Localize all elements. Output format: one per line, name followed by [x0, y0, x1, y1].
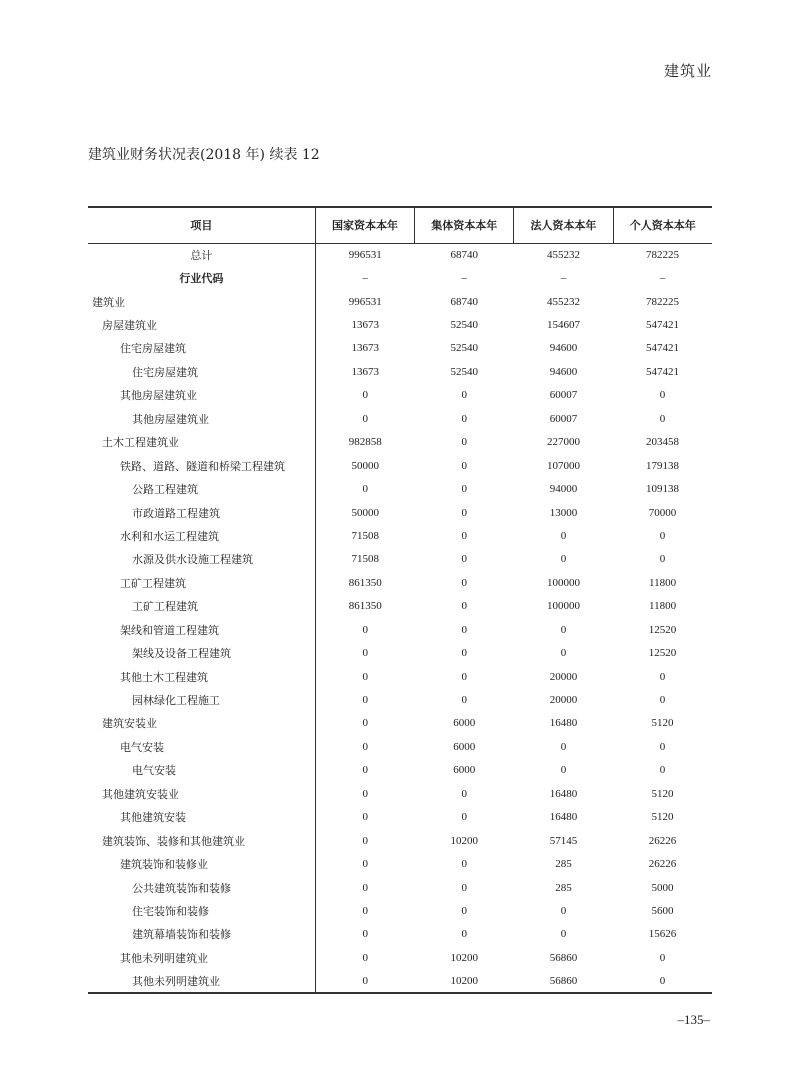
row-value: 16480: [549, 811, 578, 824]
row-value: 0: [461, 881, 467, 894]
row-value: 13673: [315, 337, 414, 360]
table-row: [88, 477, 712, 500]
row-value: 100000: [546, 576, 580, 589]
row-value: 547421: [646, 365, 680, 378]
table-row: [88, 243, 712, 266]
table-row: [88, 337, 712, 360]
row-value: 996531: [315, 243, 414, 266]
row-value: 68740: [450, 295, 478, 308]
row-value: 56860: [549, 951, 578, 964]
row-value: 547421: [646, 342, 680, 355]
table-row: [88, 688, 712, 711]
row-value: 782225: [646, 248, 680, 261]
row-value: 0: [315, 970, 414, 993]
row-value: 0: [659, 951, 666, 964]
row-label: 公共建筑装饰和装修: [132, 881, 231, 895]
row-value: 56860: [514, 970, 613, 993]
table-row: [88, 712, 712, 735]
table-row: [88, 899, 712, 922]
row-value: 0: [461, 600, 467, 613]
row-value: 0: [461, 928, 467, 941]
row-value: 52540: [450, 342, 478, 355]
row-value: 11800: [649, 576, 677, 589]
row-value: 0: [659, 764, 666, 777]
row-value: 285: [555, 881, 572, 894]
table-row: [88, 290, 712, 313]
row-value: 227000: [546, 436, 580, 449]
page-number: –135–: [677, 1012, 710, 1027]
row-value: 0: [315, 735, 414, 758]
row-label: 建筑幕墙装饰和装修: [132, 928, 231, 942]
row-value: 0: [461, 436, 467, 449]
row-value: 203458: [646, 436, 680, 449]
row-value: 0: [315, 641, 414, 664]
table-row: [88, 946, 712, 969]
row-value: 0: [461, 412, 467, 425]
row-label: 其他未列明建筑业: [120, 951, 208, 965]
row-value: 0: [560, 529, 567, 542]
row-value: –: [315, 266, 414, 289]
table-row: [88, 735, 712, 758]
row-value: 12520: [648, 623, 677, 636]
row-value: 0: [315, 899, 414, 922]
row-label: 住宅装饰和装修: [132, 904, 209, 918]
row-value: 0: [461, 576, 467, 589]
row-label: 公路工程建筑: [132, 483, 198, 497]
row-value: 50000: [315, 454, 414, 477]
table-row: [88, 501, 712, 524]
table-row: [88, 266, 712, 289]
table-title: 建筑业财务状况表(2018 年) 续表 12: [88, 147, 320, 163]
row-value: 0: [315, 923, 414, 946]
row-value: 5120: [651, 717, 674, 730]
row-label: 住宅房屋建筑: [132, 365, 198, 379]
row-value: 0: [560, 623, 567, 636]
row-label: 房屋建筑业: [102, 319, 157, 333]
row-value: 0: [461, 858, 467, 871]
row-label: 住宅房屋建筑: [120, 342, 186, 356]
table-row: [88, 641, 712, 664]
row-value: 0: [659, 412, 666, 425]
row-value: 0: [461, 647, 467, 660]
row-label: 其他建筑安装业: [102, 787, 179, 801]
row-value: 94600: [549, 365, 578, 378]
row-value: 26226: [648, 834, 677, 847]
row-value: 0: [461, 811, 467, 824]
row-label: 电气安装: [132, 764, 176, 778]
row-value: 0: [461, 483, 467, 496]
row-value: 20000: [549, 694, 578, 707]
row-value: 107000: [546, 459, 580, 472]
row-label: 市政道路工程建筑: [132, 506, 220, 520]
row-label: 行业代码: [179, 272, 224, 286]
row-value: 0: [315, 852, 414, 875]
row-value: 0: [560, 740, 567, 753]
row-value: 455232: [546, 248, 580, 261]
row-value: 0: [613, 970, 712, 993]
row-value: 982858: [315, 431, 414, 454]
row-value: 5600: [651, 904, 674, 917]
row-value: 0: [315, 688, 414, 711]
row-value: 94000: [549, 483, 578, 496]
row-value: 60007: [549, 412, 578, 425]
table-row: [88, 524, 712, 547]
column-header-collective-capital: 集体资本本年: [415, 207, 514, 243]
row-value: 0: [659, 529, 666, 542]
row-label: 架线和管道工程建筑: [120, 623, 219, 637]
row-value: 0: [315, 477, 414, 500]
row-label: 建筑装饰、装修和其他建筑业: [102, 834, 245, 848]
running-head: 建筑业: [663, 62, 712, 80]
table-row: [88, 313, 712, 336]
row-value: 11800: [649, 600, 677, 613]
row-value: 0: [461, 787, 467, 800]
row-value: 0: [461, 506, 467, 519]
row-value: 0: [461, 529, 467, 542]
row-value: 15626: [648, 928, 677, 941]
row-value: 0: [461, 670, 467, 683]
row-label: 建筑装饰和装修业: [120, 858, 208, 872]
row-value: 782225: [646, 295, 680, 308]
column-header-item: 项目: [88, 207, 315, 243]
row-value: 12520: [648, 647, 677, 660]
row-label: 其他建筑安装: [120, 811, 186, 825]
row-value: 60007: [549, 389, 578, 402]
row-value: 5120: [651, 811, 674, 824]
row-value: 52540: [450, 365, 478, 378]
table-row: [88, 571, 712, 594]
table-row: [88, 431, 712, 454]
row-value: 10200: [450, 951, 478, 964]
table-row: [88, 665, 712, 688]
row-value: 0: [560, 904, 567, 917]
table-row: [88, 360, 712, 383]
row-value: 50000: [315, 501, 414, 524]
row-label: 其他房屋建筑业: [132, 412, 209, 426]
row-label: 工矿工程建筑: [132, 600, 198, 614]
row-value: 13000: [549, 506, 578, 519]
row-value: 547421: [646, 319, 680, 332]
row-value: 6000: [453, 764, 476, 777]
row-value: 861350: [315, 595, 414, 618]
row-label: 建筑安装业: [102, 717, 157, 731]
row-value: 68740: [450, 248, 478, 261]
row-value: 0: [461, 389, 467, 402]
column-header-state-capital: 国家资本本年: [315, 207, 414, 243]
row-value: 0: [461, 553, 467, 566]
row-value: 0: [461, 459, 467, 472]
row-value: 861350: [315, 571, 414, 594]
row-value: 0: [560, 764, 567, 777]
row-label: 水源及供水设施工程建筑: [132, 553, 253, 567]
table-row: [88, 782, 712, 805]
table-row: [88, 876, 712, 899]
row-value: 0: [659, 670, 666, 683]
row-value: 13673: [315, 360, 414, 383]
row-value: 0: [315, 759, 414, 782]
row-value: 0: [315, 618, 414, 641]
row-value: 996531: [315, 290, 414, 313]
row-value: 0: [461, 904, 467, 917]
row-value: 16480: [549, 717, 578, 730]
row-value: 0: [659, 553, 666, 566]
table-row: [88, 407, 712, 430]
row-value: 10200: [415, 970, 514, 993]
table-row: [88, 923, 712, 946]
row-value: 0: [461, 694, 467, 707]
row-value: 26226: [648, 858, 677, 871]
row-value: 0: [315, 407, 414, 430]
table-row: [88, 548, 712, 571]
row-label: 其他房屋建筑业: [120, 389, 197, 403]
row-value: 154607: [546, 319, 580, 332]
row-label: 水利和水运工程建筑: [120, 529, 219, 543]
row-label: 铁路、道路、隧道和桥梁工程建筑: [120, 459, 285, 473]
row-value: 0: [315, 384, 414, 407]
row-value: 285: [555, 858, 572, 871]
row-value: 0: [315, 712, 414, 735]
row-value: 16480: [549, 787, 578, 800]
header-row: [88, 207, 712, 243]
row-value: 20000: [549, 670, 578, 683]
table-row: [88, 806, 712, 829]
row-value: –: [461, 272, 467, 285]
row-value: 0: [560, 928, 567, 941]
row-value: 6000: [453, 717, 476, 730]
column-header-individual-capital: 个人资本本年: [613, 207, 712, 243]
row-label: 电气安装: [120, 740, 164, 754]
row-value: 0: [659, 389, 666, 402]
row-value: 70000: [648, 506, 677, 519]
row-value: 13673: [315, 313, 414, 336]
table-row: [88, 829, 712, 852]
row-label: 总计: [190, 248, 213, 262]
row-value: 52540: [450, 319, 478, 332]
row-value: 71508: [315, 524, 414, 547]
row-value: 0: [315, 665, 414, 688]
table-row: [88, 852, 712, 875]
row-value: 109138: [646, 483, 680, 496]
row-label: 建筑业: [92, 295, 125, 309]
row-value: 0: [315, 876, 414, 899]
row-value: 71508: [315, 548, 414, 571]
row-value: 0: [659, 740, 666, 753]
row-value: 57145: [549, 834, 578, 847]
row-value: 5000: [651, 881, 674, 894]
table-row: [88, 970, 712, 993]
row-value: 179138: [646, 459, 680, 472]
row-label: 其他未列明建筑业: [88, 970, 315, 993]
row-value: 0: [659, 694, 666, 707]
row-label: 架线及设备工程建筑: [132, 647, 231, 661]
table-row: [88, 454, 712, 477]
row-value: 0: [315, 782, 414, 805]
row-value: 0: [560, 553, 567, 566]
row-value: 0: [461, 623, 467, 636]
row-label: 其他土木工程建筑: [120, 670, 208, 684]
table-row: [88, 595, 712, 618]
financial-table: [88, 206, 712, 994]
row-value: 0: [315, 806, 414, 829]
table-row: [88, 759, 712, 782]
row-value: 0: [315, 829, 414, 852]
row-label: 园林绿化工程施工: [132, 694, 220, 708]
row-value: 0: [315, 946, 414, 969]
table-row: [88, 618, 712, 641]
row-value: 10200: [450, 834, 478, 847]
row-value: –: [560, 272, 567, 285]
column-header-legal-person-capital: 法人资本本年: [514, 207, 613, 243]
row-value: 100000: [546, 600, 580, 613]
row-value: 94600: [549, 342, 578, 355]
row-label: 土木工程建筑业: [102, 436, 179, 450]
row-value: 455232: [546, 295, 580, 308]
row-value: 0: [560, 647, 567, 660]
row-value: 5120: [651, 787, 674, 800]
table-row: [88, 384, 712, 407]
row-label: 工矿工程建筑: [120, 576, 186, 590]
row-value: 6000: [453, 740, 476, 753]
row-value: –: [659, 272, 666, 285]
